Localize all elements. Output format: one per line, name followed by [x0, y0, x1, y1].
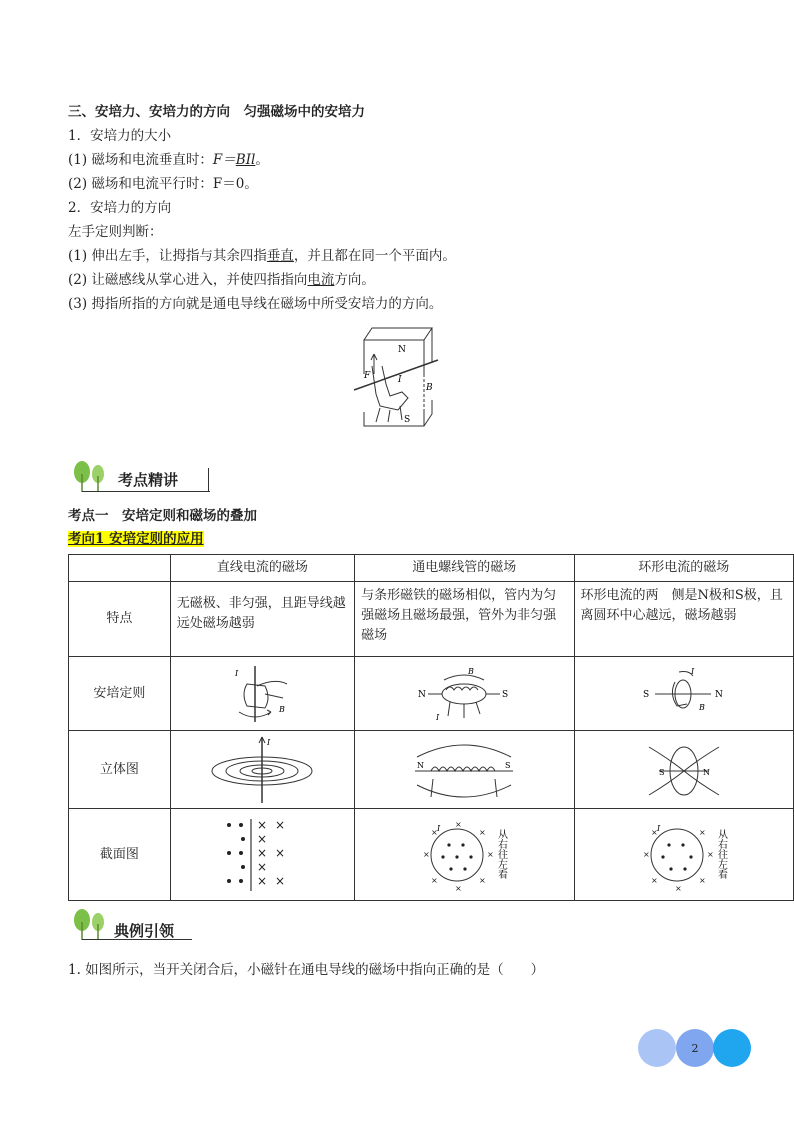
solenoid-s-label: S — [502, 689, 509, 700]
step1 — [68, 246, 456, 266]
straight-b-label: B — [279, 704, 286, 714]
table-header-straight: 直线电流的磁场 — [170, 555, 354, 582]
solenoid-b-label: B — [468, 666, 475, 676]
rule-solenoid-figure — [355, 657, 574, 731]
svg-text:×: × — [706, 849, 714, 859]
ring-i-label: I — [690, 666, 694, 676]
step2-pre: (2) 让磁感线从掌心进入，并使四指指向 — [68, 272, 308, 288]
straight-3d-icon — [207, 735, 317, 805]
ring-b-label: B — [698, 702, 705, 712]
section-solenoid-i-label: I — [437, 823, 441, 833]
banner-right-edge — [208, 468, 209, 492]
table-header-solenoid: 通电螺线管的磁场 — [355, 555, 574, 582]
feature-label: 特点 — [69, 582, 171, 657]
table-row-feature — [69, 582, 794, 657]
banner-examples — [70, 908, 192, 942]
svg-text:×: × — [257, 873, 268, 888]
3d-straight-figure — [170, 731, 354, 809]
perpendicular-prefix: (1) 磁场和电流垂直时： — [68, 152, 213, 168]
fig-n-label: N — [398, 345, 406, 355]
straight-i-label: I — [235, 668, 239, 678]
svg-text:×: × — [257, 859, 268, 874]
svg-text:×: × — [275, 873, 286, 888]
step1-underlined: 垂直 — [266, 248, 294, 264]
3d-straight-i-label: I — [267, 737, 271, 747]
leaf-icon — [70, 460, 110, 494]
svg-text:×: × — [650, 827, 658, 837]
rule-straight-figure — [170, 657, 354, 731]
section-title: 三、安培力、安培力的方向 匀强磁场中的安培力 — [68, 104, 365, 120]
step1-pre: (1) 伸出左手，让拇指与其余四指 — [68, 248, 267, 264]
feature-solenoid: 与条形磁铁的磁场相似，管内为匀强磁场且磁场最强，管外为非匀强磁场 — [355, 582, 574, 657]
step3: (3) 拇指所指的方向就是通电导线在磁场中所受安培力的方向。 — [68, 296, 443, 312]
svg-text:×: × — [479, 827, 486, 837]
perpendicular-suffix: 。 — [255, 152, 269, 168]
parallel-line: (2) 磁场和电流平行时：F＝0。 — [68, 176, 258, 192]
ampere-rule-table — [68, 554, 794, 901]
solenoid-hand-icon — [414, 664, 514, 724]
svg-text:×: × — [257, 817, 268, 832]
topic-title: 考点一 安培定则和磁场的叠加 — [68, 508, 257, 524]
table-row-rule — [69, 657, 794, 731]
svg-text:×: × — [479, 875, 486, 885]
fig-s-label: S — [404, 415, 411, 425]
section-ring-view-text: 从右往左看 — [715, 828, 727, 879]
formula-pre: F＝ — [212, 152, 236, 168]
svg-text:×: × — [698, 827, 706, 837]
left-hand-rule: 左手定则判断： — [68, 224, 163, 240]
svg-text:×: × — [455, 819, 462, 829]
svg-text:×: × — [257, 845, 268, 860]
fig-f-label: F — [364, 371, 371, 381]
svg-text:×: × — [650, 875, 658, 885]
solenoid-section-icon — [409, 815, 519, 895]
table-header-row — [69, 555, 794, 582]
feature-straight: 无磁极、非匀强，且距导线越远处磁场越弱 — [170, 582, 354, 657]
banner-underline — [82, 491, 210, 492]
svg-text:×: × — [275, 817, 286, 832]
table-row-section — [69, 809, 794, 901]
page-bubbles-icon — [637, 1028, 753, 1068]
ring-hand-icon — [639, 664, 729, 724]
svg-text:×: × — [431, 827, 438, 837]
section-ring-figure — [574, 809, 793, 901]
rule-ring-figure — [574, 657, 793, 731]
banner-key-points-label: 考点精讲 — [118, 471, 179, 489]
svg-text:×: × — [257, 831, 268, 846]
step2-post: 方向。 — [334, 272, 375, 288]
svg-text:×: × — [674, 883, 682, 893]
straight-section-icon — [217, 815, 307, 895]
solenoid-3d-icon — [409, 735, 519, 805]
table-row-3d — [69, 731, 794, 809]
svg-text:×: × — [275, 845, 286, 860]
ring-section-icon — [629, 815, 739, 895]
table-header-empty — [69, 555, 171, 582]
3d-ring-figure — [574, 731, 793, 809]
3d-solenoid-figure — [355, 731, 574, 809]
svg-text:×: × — [698, 875, 706, 885]
3d-ring-n-label: N — [702, 767, 710, 777]
svg-text:×: × — [423, 849, 430, 859]
3d-label: 立体图 — [69, 731, 171, 809]
step1-post: ，并且都在同一个平面内。 — [293, 248, 456, 264]
solenoid-i-label: I — [436, 712, 440, 722]
direction-heading: 2．安培力的方向 — [68, 200, 172, 216]
straight-hand-icon — [227, 664, 297, 724]
svg-text:×: × — [455, 883, 462, 893]
ring-s-label: S — [642, 689, 649, 700]
topic-sub-highlight: 考向1 安培定则的应用 — [68, 531, 204, 547]
section-straight-figure — [170, 809, 354, 901]
left-hand-rule-figure — [350, 322, 442, 442]
step2-underlined: 电流 — [307, 272, 335, 288]
ring-n-label: N — [714, 689, 723, 700]
page-number-badge — [637, 1028, 753, 1072]
step2 — [68, 270, 375, 290]
formula-underlined: BIl — [235, 152, 256, 168]
banner-key-points — [70, 460, 210, 494]
solenoid-n-label: N — [418, 689, 427, 700]
section-label: 截面图 — [69, 809, 171, 901]
svg-text:×: × — [642, 849, 650, 859]
3d-solenoid-s-label: S — [505, 760, 511, 770]
svg-text:×: × — [487, 849, 494, 859]
size-heading: 1．安培力的大小 — [68, 128, 172, 144]
rule-label: 安培定则 — [69, 657, 171, 731]
perpendicular-line — [68, 150, 269, 170]
section-ring-i-label: I — [656, 823, 660, 833]
3d-ring-s-label: S — [658, 767, 665, 777]
section-solenoid-figure — [355, 809, 574, 901]
fig-b-label: B — [426, 383, 433, 393]
banner-examples-label: 典例引领 — [114, 922, 175, 940]
table-header-ring: 环形电流的磁场 — [574, 555, 793, 582]
fig-i-label: I — [398, 375, 402, 385]
page-number: 2 — [691, 1042, 699, 1055]
3d-solenoid-n-label: N — [417, 760, 425, 770]
section-solenoid-view-text: 从右往左看 — [495, 828, 507, 879]
question-1: 1. 如图所示，当开关闭合后，小磁针在通电导线的磁场中指向正确的是（ ） — [68, 962, 545, 978]
topic-sub — [68, 529, 204, 549]
svg-text:×: × — [431, 875, 438, 885]
leaf-icon-2 — [70, 908, 110, 942]
ring-3d-icon — [629, 735, 739, 805]
feature-ring: 环形电流的两 侧是N极和S极，且离圆环中心越远，磁场越弱 — [574, 582, 793, 657]
